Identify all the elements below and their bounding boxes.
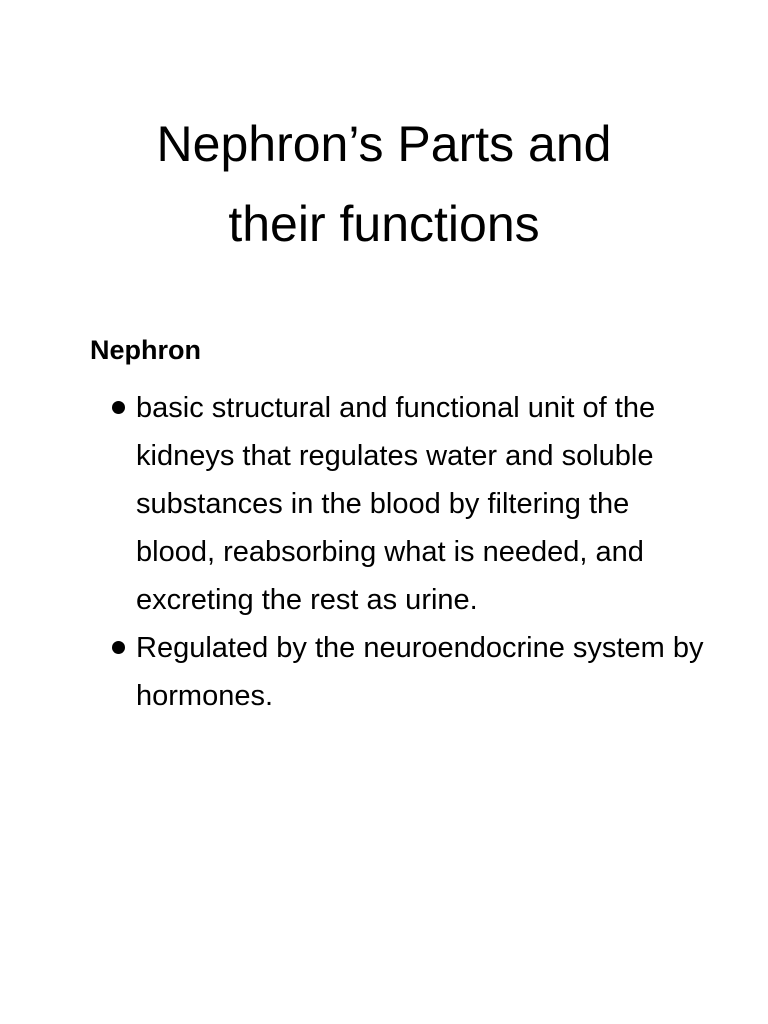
title-line-1: Nephron’s Parts and [156,116,612,172]
bullet-icon [112,401,125,414]
bullet-item [110,624,710,720]
bullet-item [110,384,710,624]
page-title [0,104,768,264]
section-heading: Nephron [90,335,201,365]
bullet-text: basic structural and functional unit of the kidneys that regulates water and soluble substances in the blood by filtering the blood, reabsorbing what is needed, and excreting the rest as urine. [136,392,656,616]
bullet-list [110,384,710,720]
bullet-text: Regulated by the neuroendocrine system by hormones. [136,632,704,712]
bullet-icon [112,641,125,654]
title-line-2: their functions [228,196,540,252]
